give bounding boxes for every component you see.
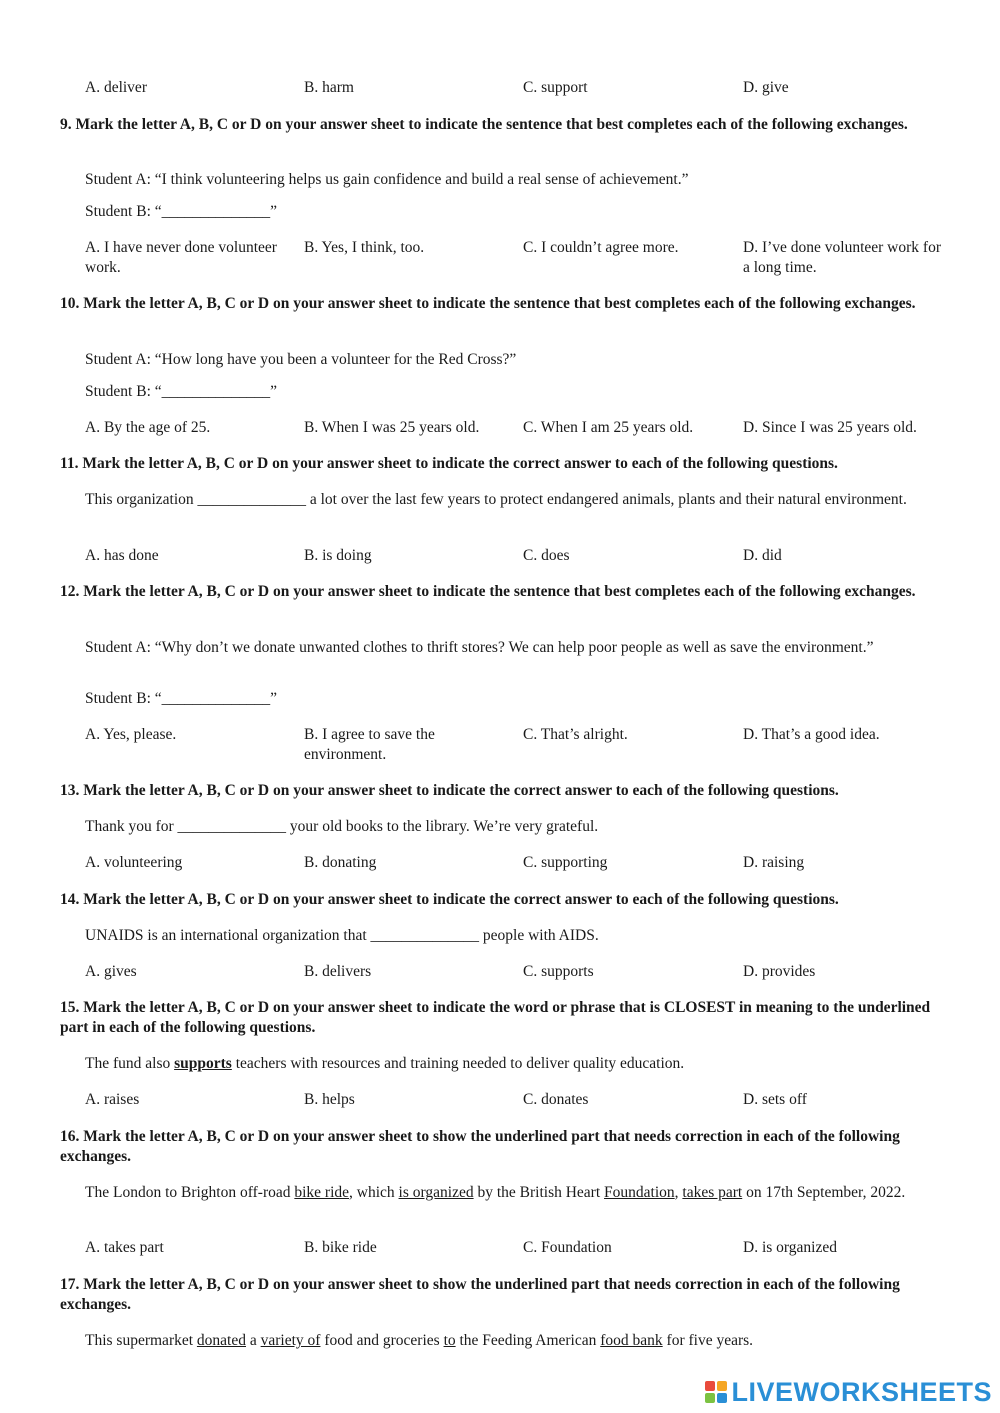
q16-text-4: , bbox=[674, 1184, 683, 1201]
q10-option-c[interactable]: C. When I am 25 years old. bbox=[523, 419, 694, 436]
logo-square-blue bbox=[717, 1393, 727, 1403]
q16-option-b[interactable]: B. bike ride bbox=[304, 1239, 377, 1256]
q12-student-a: Student A: “Why don’t we donate unwanted clothes to thrift stores? We can help poor people as well as save the environment.” bbox=[85, 639, 874, 656]
q15-option-b[interactable]: B. helps bbox=[304, 1091, 355, 1108]
q12-instruction: 12. Mark the letter A, B, C or D on your answer sheet to indicate the sentence that best completes each of the following exchanges. bbox=[60, 583, 916, 600]
q10-instruction: 10. Mark the letter A, B, C or D on your answer sheet to indicate the sentence that best completes each of the following exchanges. bbox=[60, 295, 916, 312]
q17-text-3: food and groceries bbox=[320, 1332, 444, 1349]
logo-square-green bbox=[705, 1393, 715, 1403]
q10-option-b[interactable]: B. When I was 25 years old. bbox=[304, 419, 480, 436]
q14-option-a[interactable]: A. gives bbox=[85, 963, 137, 980]
q15-option-c[interactable]: C. donates bbox=[523, 1091, 589, 1108]
q16-text-3: by the British Heart bbox=[473, 1184, 605, 1201]
q15-text-pre: The fund also bbox=[85, 1055, 175, 1072]
q11-option-d[interactable]: D. did bbox=[743, 547, 782, 564]
q17-sentence bbox=[85, 1331, 753, 1351]
q9-option-b[interactable]: B. Yes, I think, too. bbox=[304, 239, 425, 256]
q16-text-5: on 17th September, 2022. bbox=[742, 1184, 906, 1201]
q9-option-a[interactable]: A. I have never done volunteer work. bbox=[85, 239, 277, 276]
q15-option-d[interactable]: D. sets off bbox=[743, 1091, 807, 1108]
q10-student-a: Student A: “How long have you been a volunteer for the Red Cross?” bbox=[85, 351, 517, 368]
q13-option-d[interactable]: D. raising bbox=[743, 854, 805, 871]
logo-square-orange bbox=[717, 1381, 727, 1391]
q13-option-c[interactable]: C. supporting bbox=[523, 854, 608, 871]
q17-underlined-2: variety of bbox=[260, 1332, 321, 1349]
q17-text-5: for five years. bbox=[662, 1332, 754, 1349]
q11-sentence: This organization ______________ a lot over the last few years to protect endangered animals, plants and their natural environment. bbox=[85, 491, 907, 508]
q16-underlined-2: is organized bbox=[398, 1184, 474, 1201]
q14-option-d[interactable]: D. provides bbox=[743, 963, 816, 980]
q17-text-2: a bbox=[246, 1332, 261, 1349]
q9-student-b: Student B: “______________” bbox=[85, 203, 278, 220]
q16-underlined-4: takes part bbox=[682, 1184, 743, 1201]
logo-square-red bbox=[705, 1381, 715, 1391]
q17-underlined-3: to bbox=[443, 1332, 456, 1349]
q15-underlined-word: supports bbox=[174, 1055, 232, 1072]
q13-option-a[interactable]: A. volunteering bbox=[85, 854, 183, 871]
q15-text-post: teachers with resources and training needed to deliver quality education. bbox=[231, 1055, 685, 1072]
q8-option-a[interactable]: A. deliver bbox=[85, 79, 147, 96]
q16-underlined-1: bike ride bbox=[294, 1184, 350, 1201]
q13-option-b[interactable]: B. donating bbox=[304, 854, 377, 871]
logo-text: LIVEWORKSHEETS bbox=[731, 1376, 992, 1407]
q17-text-4: the Feeding American bbox=[455, 1332, 601, 1349]
q8-option-d[interactable]: D. give bbox=[743, 79, 789, 96]
q9-option-d[interactable]: D. I’ve done volunteer work for a long time. bbox=[743, 239, 941, 276]
q12-student-b: Student B: “______________” bbox=[85, 690, 278, 707]
q14-sentence: UNAIDS is an international organization that ______________ people with AIDS. bbox=[85, 927, 599, 944]
q10-student-b: Student B: “______________” bbox=[85, 383, 278, 400]
q11-option-c[interactable]: C. does bbox=[523, 547, 570, 564]
q16-option-a[interactable]: A. takes part bbox=[85, 1239, 164, 1256]
q9-instruction: 9. Mark the letter A, B, C or D on your answer sheet to indicate the sentence that best completes each of the following exchanges. bbox=[60, 116, 908, 133]
q12-option-d[interactable]: D. That’s a good idea. bbox=[743, 726, 880, 743]
q10-option-d[interactable]: D. Since I was 25 years old. bbox=[743, 419, 917, 436]
q16-text-2: , which bbox=[349, 1184, 399, 1201]
q16-option-d[interactable]: D. is organized bbox=[743, 1239, 837, 1256]
q16-text-1: The London to Brighton off-road bbox=[85, 1184, 295, 1201]
q15-option-a[interactable]: A. raises bbox=[85, 1091, 140, 1108]
q16-option-c[interactable]: C. Foundation bbox=[523, 1239, 612, 1256]
q17-underlined-4: food bank bbox=[600, 1332, 663, 1349]
q15-instruction: 15. Mark the letter A, B, C or D on your answer sheet to indicate the word or phrase that is CLOSEST in meaning to the underlined part in each of the following questions. bbox=[60, 999, 931, 1036]
q11-option-a[interactable]: A. has done bbox=[85, 547, 159, 564]
q13-instruction: 13. Mark the letter A, B, C or D on your answer sheet to indicate the correct answer to each of the following questions. bbox=[60, 782, 839, 799]
logo-mark-icon bbox=[705, 1381, 727, 1403]
q16-sentence bbox=[85, 1183, 945, 1203]
q12-option-c[interactable]: C. That’s alright. bbox=[523, 726, 628, 743]
q17-underlined-1: donated bbox=[196, 1332, 246, 1349]
q17-text-1: This supermarket bbox=[85, 1332, 197, 1349]
q16-underlined-3: Foundation bbox=[604, 1184, 675, 1201]
q10-option-a[interactable]: A. By the age of 25. bbox=[85, 419, 211, 436]
q8-option-b[interactable]: B. harm bbox=[304, 79, 354, 96]
q13-sentence: Thank you for ______________ your old books to the library. We’re very grateful. bbox=[85, 818, 599, 835]
q16-instruction: 16. Mark the letter A, B, C or D on your answer sheet to show the underlined part that needs correction in each of the following exchanges. bbox=[60, 1128, 900, 1165]
q12-option-a[interactable]: A. Yes, please. bbox=[85, 726, 177, 743]
q14-option-c[interactable]: C. supports bbox=[523, 963, 594, 980]
q9-option-c[interactable]: C. I couldn’t agree more. bbox=[523, 239, 679, 256]
q9-student-a: Student A: “I think volunteering helps us gain confidence and build a real sense of achievement.” bbox=[85, 171, 689, 188]
q8-option-c[interactable]: C. support bbox=[523, 79, 588, 96]
liveworksheets-logo bbox=[705, 1377, 992, 1407]
q14-instruction: 14. Mark the letter A, B, C or D on your answer sheet to indicate the correct answer to each of the following questions. bbox=[60, 891, 839, 908]
q17-instruction: 17. Mark the letter A, B, C or D on your answer sheet to show the underlined part that needs correction in each of the following exchanges. bbox=[60, 1276, 900, 1313]
q15-sentence bbox=[85, 1054, 684, 1074]
q12-option-b[interactable]: B. I agree to save the environment. bbox=[304, 726, 435, 763]
q14-option-b[interactable]: B. delivers bbox=[304, 963, 372, 980]
q11-instruction: 11. Mark the letter A, B, C or D on your answer sheet to indicate the correct answer to each of the following questions. bbox=[60, 455, 838, 472]
q11-option-b[interactable]: B. is doing bbox=[304, 547, 372, 564]
